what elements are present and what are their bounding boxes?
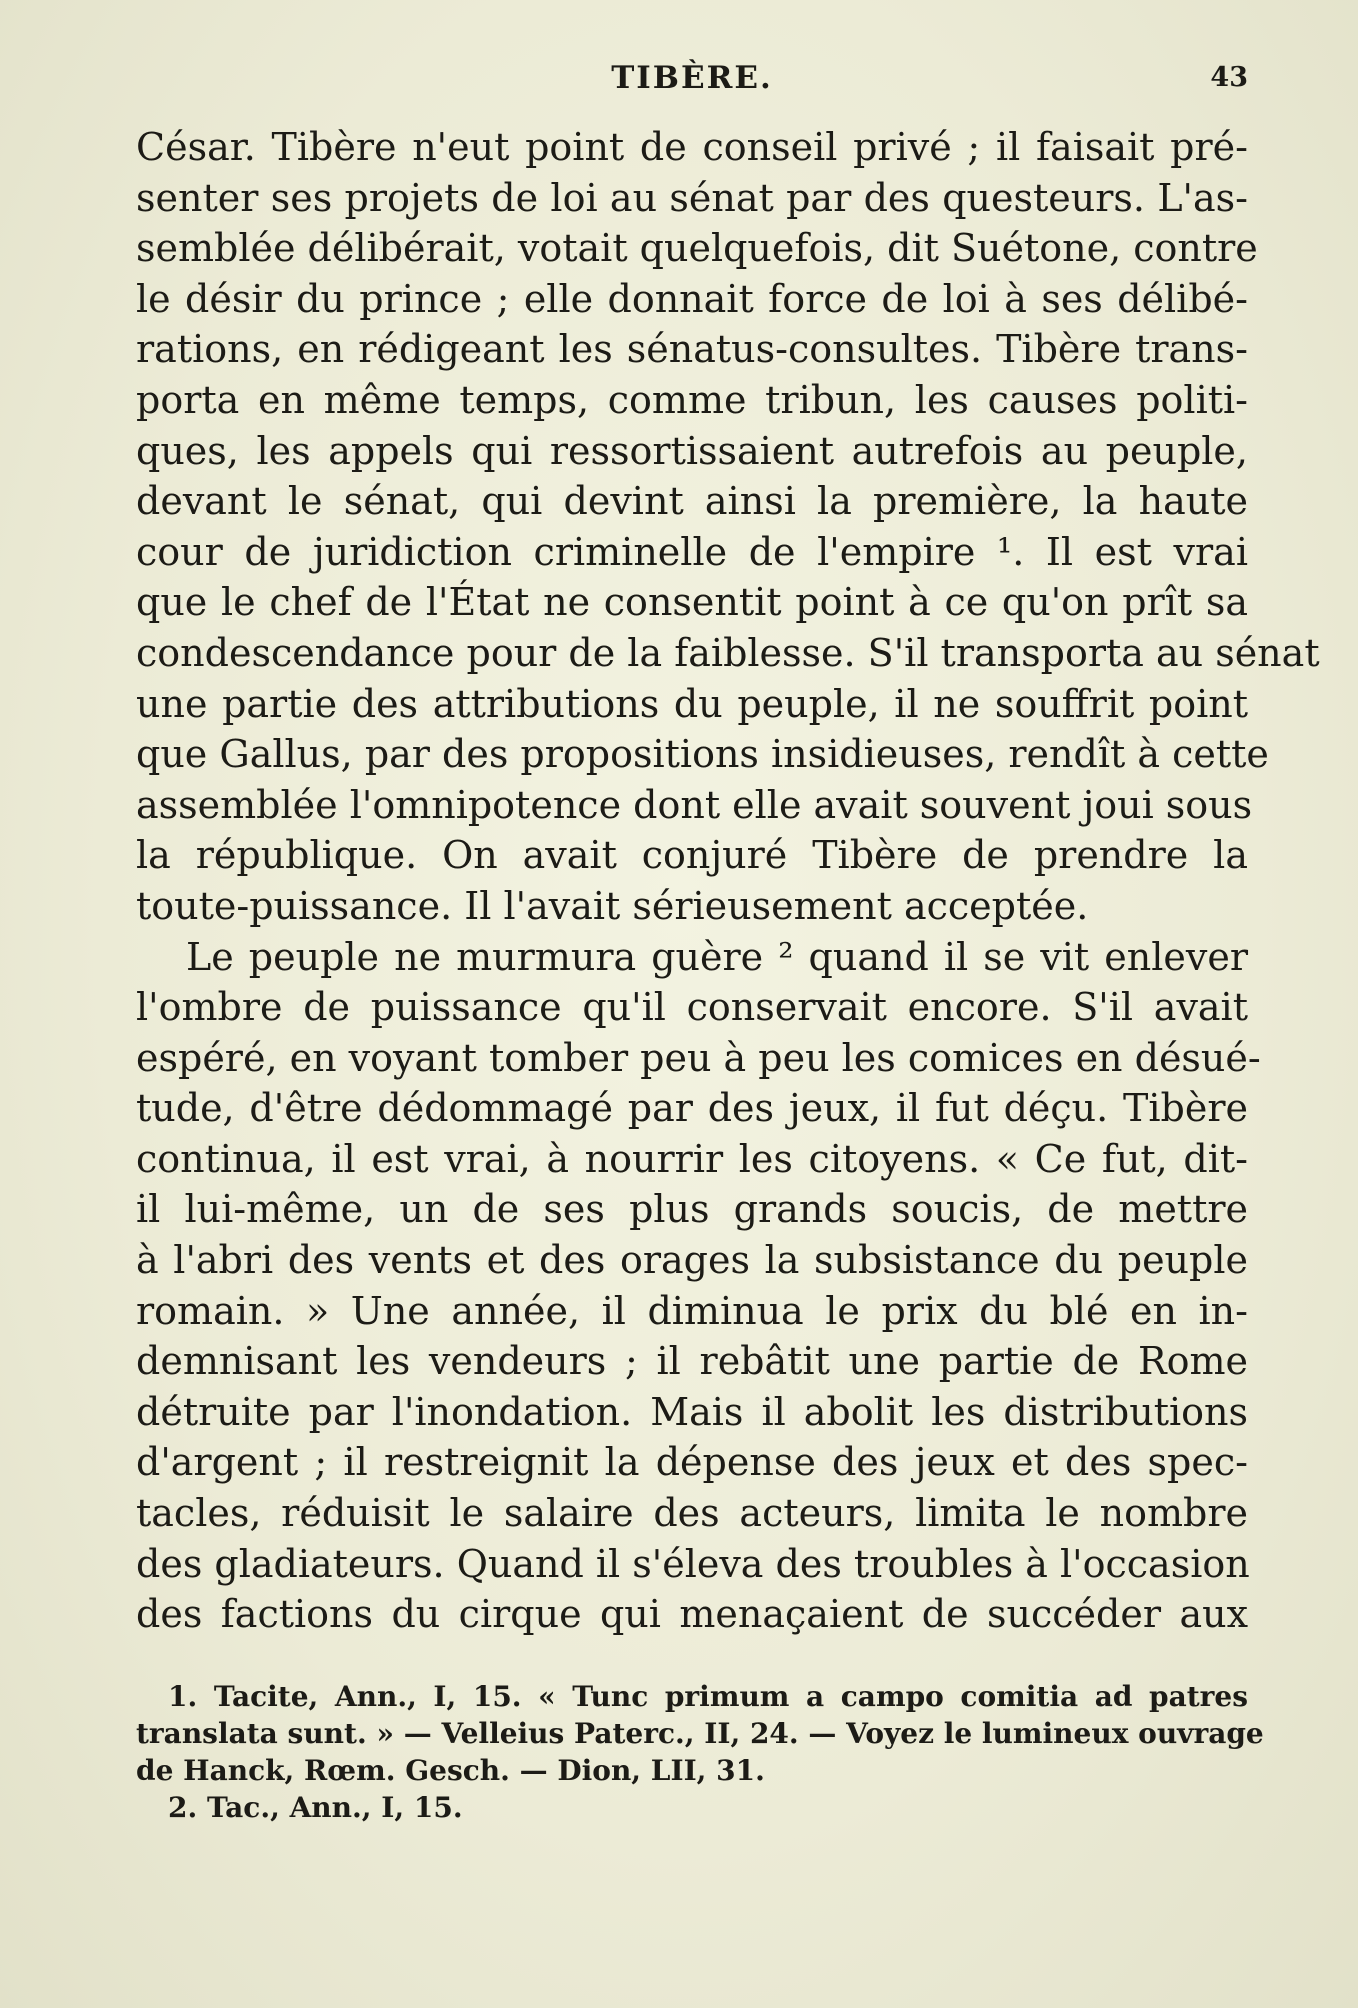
text-line: Le peuple ne murmura guère ² quand il se vit enlever <box>186 934 1248 979</box>
text-line: toute-puissance. Il l'avait sérieusement acceptée. <box>136 883 1089 928</box>
page-number: 43 <box>1210 62 1248 93</box>
text-line: des gladiateurs. Quand il s'éleva des troubles à l'occasion <box>136 1541 1250 1586</box>
text-line: que Gallus, par des propositions insidieuses, rendît à cette <box>136 732 1269 777</box>
text-line: d'argent ; il restreignit la dépense des jeux et des spec- <box>136 1440 1248 1485</box>
text-line: rations, en rédigeant les sénatus-consultes. Tibère trans- <box>136 327 1248 372</box>
footnote-line: de Hanck, Rœm. Gesch. — Dion, LII, 31. <box>136 1754 765 1787</box>
text-line: demnisant les vendeurs ; il rebâtit une partie de Rome <box>136 1339 1248 1384</box>
text-line: tacles, réduisit le salaire des acteurs, limita le nombre <box>136 1491 1248 1536</box>
text-line: ques, les appels qui ressortissaient autrefois au peuple, <box>136 428 1248 473</box>
text-line: cour de juridiction criminelle de l'empire ¹. Il est vrai <box>136 529 1248 574</box>
text-line: des factions du cirque qui menaçaient de succéder aux <box>136 1592 1248 1637</box>
text-line: assemblée l'omnipotence dont elle avait souvent joui sous <box>136 782 1253 827</box>
text-line: tude, d'être dédommagé par des jeux, il fut déçu. Tibère <box>136 1086 1248 1131</box>
text-line: romain. » Une année, il diminua le prix du blé en in- <box>136 1288 1248 1333</box>
footnote-line: 2. Tac., Ann., I, 15. <box>168 1791 463 1824</box>
footnote-line: 1. Tacite, Ann., I, 15. « Tunc primum a campo comitia ad patres <box>168 1680 1248 1713</box>
footnote-line: translata sunt. » — Velleius Paterc., II, 24. — Voyez le lumineux ouvrage <box>136 1717 1264 1750</box>
text-line: senter ses projets de loi au sénat par des questeurs. L'as- <box>136 175 1248 220</box>
text-line: une partie des attributions du peuple, il ne souffrit point <box>136 681 1248 726</box>
page-header <box>136 60 1248 100</box>
text-line: l'ombre de puissance qu'il conservait encore. S'il avait <box>136 985 1248 1030</box>
text-line: à l'abri des vents et des orages la subsistance du peuple <box>136 1238 1248 1283</box>
text-line: César. Tibère n'eut point de conseil privé ; il faisait pré- <box>136 125 1248 169</box>
text-line: semblée délibérait, votait quelquefois, dit Suétone, contre <box>136 226 1258 271</box>
text-line: condescendance pour de la faiblesse. S'il transporta au sénat <box>136 630 1320 675</box>
text-line: devant le sénat, qui devint ainsi la première, la haute <box>136 479 1248 524</box>
text-line: la république. On avait conjuré Tibère de prendre la <box>136 833 1248 878</box>
text-line: le désir du prince ; elle donnait force de loi à ses délibé- <box>136 276 1248 321</box>
text-line: il lui-même, un de ses plus grands soucis, de mettre <box>136 1187 1248 1232</box>
text-line: espéré, en voyant tomber peu à peu les comices en désué- <box>136 1035 1261 1080</box>
text-line: porta en même temps, comme tribun, les causes politi- <box>136 377 1248 422</box>
running-title: TIBÈRE. <box>611 60 773 96</box>
text-line: que le chef de l'État ne consentit point à ce qu'on prît sa <box>136 580 1248 625</box>
text-line: détruite par l'inondation. Mais il abolit les distributions <box>136 1389 1248 1434</box>
body-text <box>136 122 1320 1640</box>
footnotes <box>136 1678 1264 1826</box>
text-line: continua, il est vrai, à nourrir les citoyens. « Ce fut, dit- <box>136 1136 1248 1181</box>
